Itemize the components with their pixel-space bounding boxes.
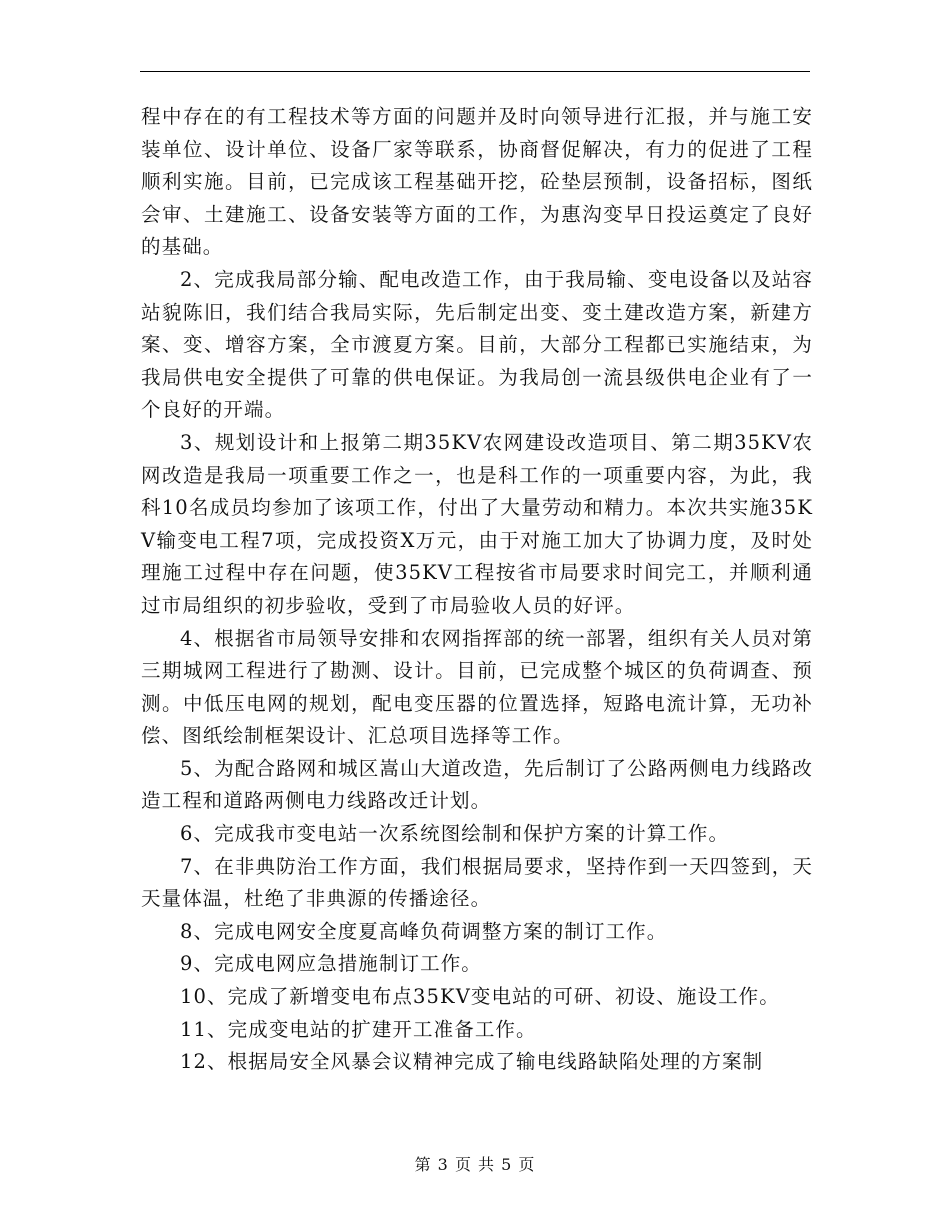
paragraph-4: 4、根据省市局领导安排和农网指挥部的统一部署，组织有关人员对第三期城网工程进行了勘测、设计。目前，已完成整个城区的负荷调查、预测。中低压电网的规划，配电变压器的位置选择，短路电流计算，无功补偿、图纸绘制框架设计、汇总项目选择等工作。 — [141, 626, 813, 748]
paragraph-1: 程中存在的有工程技术等方面的问题并及时向领导进行汇报，并与施工安装单位、设计单位、设备厂家等联系，协商督促解决，有力的促进了工程顺利实施。目前，已完成该工程基础开挖，砼垫层预制，设备招标，图纸会审、土建施工、设备安装等方面的工作，为惠沟变早日投运奠定了良好的基础。 — [141, 105, 813, 259]
paragraph-2: 2、完成我局部分输、配电改造工作，由于我局输、变电设备以及站容站貌陈旧，我们结合我局实际，先后制定出变、变土建改造方案，新建方案、变、增容方案，全市渡夏方案。目前，大部分工程都已实施结束，为我局供电安全提供了可靠的供电保证。为我局创一流县级供电企业有了一个良好的开端。 — [141, 267, 813, 422]
paragraph-3: 3、规划设计和上报第二期35KV农网建设改造项目、第二期35KV农网改造是我局一项重要工作之一，也是科工作的一项重要内容，为此，我科10名成员均参加了该项工作，付出了大量劳动和精力。本次共实施35KV输变电工程7项，完成投资X万元，由于对施工加大了协调力度，及时处理施工过程中存在问题，使35KV工程按省市局要求时间完工，并顺利通过市局组织的初步验收，受到了市局验收人员的好评。 — [141, 430, 813, 617]
document-body — [141, 101, 813, 1079]
paragraph-5: 5、为配合路网和城区嵩山大道改造，先后制订了公路两侧电力线路改造工程和道路两侧电力线路改迁计划。 — [141, 756, 813, 813]
paragraph-6: 6、完成我市变电站一次系统图绘制和保护方案的计算工作。 — [180, 822, 730, 846]
paragraph-8: 8、完成电网安全度夏高峰负荷调整方案的制订工作。 — [180, 919, 668, 943]
paragraph-12: 12、根据局安全风暴会议精神完成了输电线路缺陷处理的方案制 — [180, 1050, 764, 1074]
page-number-footer: 第 3 页 共 5 页 — [414, 1155, 536, 1174]
header-rule — [140, 71, 810, 72]
paragraph-9: 9、完成电网应急措施制订工作。 — [180, 952, 482, 976]
paragraph-11: 11、完成变电站的扩建开工准备工作。 — [180, 1017, 537, 1041]
paragraph-10: 10、完成了新增变电布点35KV变电站的可研、初设、施设工作。 — [180, 985, 780, 1009]
paragraph-7: 7、在非典防治工作方面，我们根据局要求，坚持作到一天四签到，天天量体温，杜绝了非典源的传播途径。 — [141, 854, 813, 911]
